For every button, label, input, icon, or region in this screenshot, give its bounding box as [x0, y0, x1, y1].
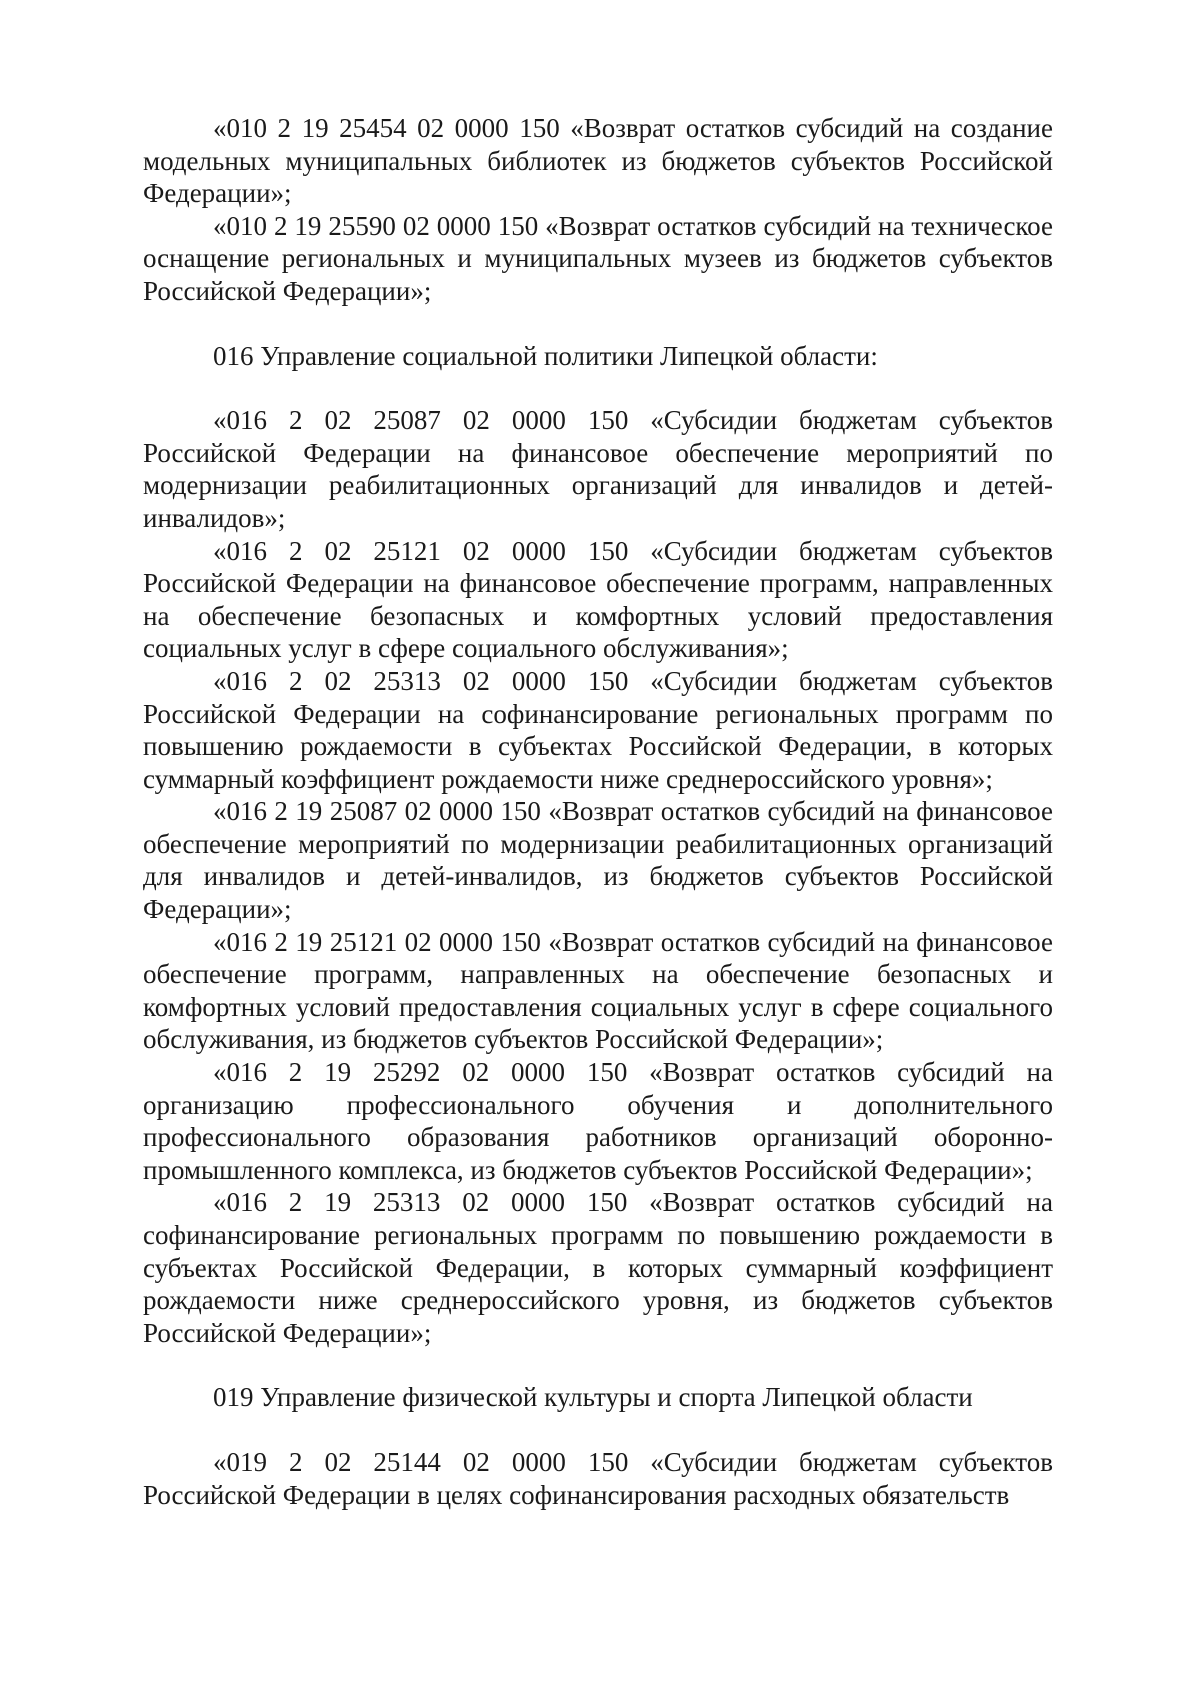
- paragraph-016-02-25087: «016 2 02 25087 02 0000 150 «Субсидии бюджетам субъектов Российской Федерации на финансовое обеспечение мероприятий по модернизации реабилитационных организаций для инвалидов и детей-инвалидов»;: [143, 405, 1053, 533]
- section-heading-016: 016 Управление социальной политики Липецкой области:: [213, 340, 878, 371]
- paragraph-016-19-25292: «016 2 19 25292 02 0000 150 «Возврат остатков субсидий на организацию профессионального обучения и дополнительного профессионального образования работников организаций оборонно-промышленного комплекса, из бюджетов субъектов Российской Федерации»;: [143, 1057, 1053, 1185]
- paragraph-019-02-25144: «019 2 02 25144 02 0000 150 «Субсидии бюджетам субъектов Российской Федерации в целях софинансирования расходных обязательств: [143, 1446, 1053, 1510]
- paragraph-016-02-25313: «016 2 02 25313 02 0000 150 «Субсидии бюджетам субъектов Российской Федерации на софинансирование региональных программ по повышению рождаемости в субъектах Российской Федерации, в которых суммарный коэффициент рождаемости ниже среднероссийского уровня»;: [143, 665, 1053, 794]
- paragraph-016-19-25121: «016 2 19 25121 02 0000 150 «Возврат остатков субсидий на финансовое обеспечение программ, направленных на обеспечение безопасных и комфортных условий предоставления социальных услуг в сфере социального обслуживания, из бюджетов субъектов Российской Федерации»;: [143, 926, 1053, 1055]
- paragraph-016-02-25121: «016 2 02 25121 02 0000 150 «Субсидии бюджетам субъектов Российской Федерации на финансовое обеспечение программ, направленных на обеспечение безопасных и комфортных условий предоставления социальных услуг в сфере социального обслуживания»;: [143, 535, 1053, 664]
- paragraph-016-19-25087: «016 2 19 25087 02 0000 150 «Возврат остатков субсидий на финансовое обеспечение мероприятий по модернизации реабилитационных организаций для инвалидов и детей-инвалидов, из бюджетов субъектов Российской Федерации»;: [143, 796, 1053, 925]
- document-page: [143, 112, 1053, 1511]
- paragraph-016-19-25313: «016 2 19 25313 02 0000 150 «Возврат остатков субсидий на софинансирование региональных программ по повышению рождаемости в субъектах Российской Федерации, в которых суммарный коэффициент рождаемости ниже среднероссийского уровня, из бюджетов субъектов Российской Федерации»;: [143, 1187, 1053, 1348]
- section-heading-019: 019 Управление физической культуры и спорта Липецкой области: [213, 1382, 973, 1413]
- paragraph-010-25590: «010 2 19 25590 02 0000 150 «Возврат остатков субсидий на техническое оснащение региональных и муниципальных музеев из бюджетов субъектов Российской Федерации»;: [143, 210, 1053, 306]
- paragraph-010-25454: «010 2 19 25454 02 0000 150 «Возврат остатков субсидий на создание модельных муниципальных библиотек из бюджетов субъектов Российской Федерации»;: [143, 113, 1053, 209]
